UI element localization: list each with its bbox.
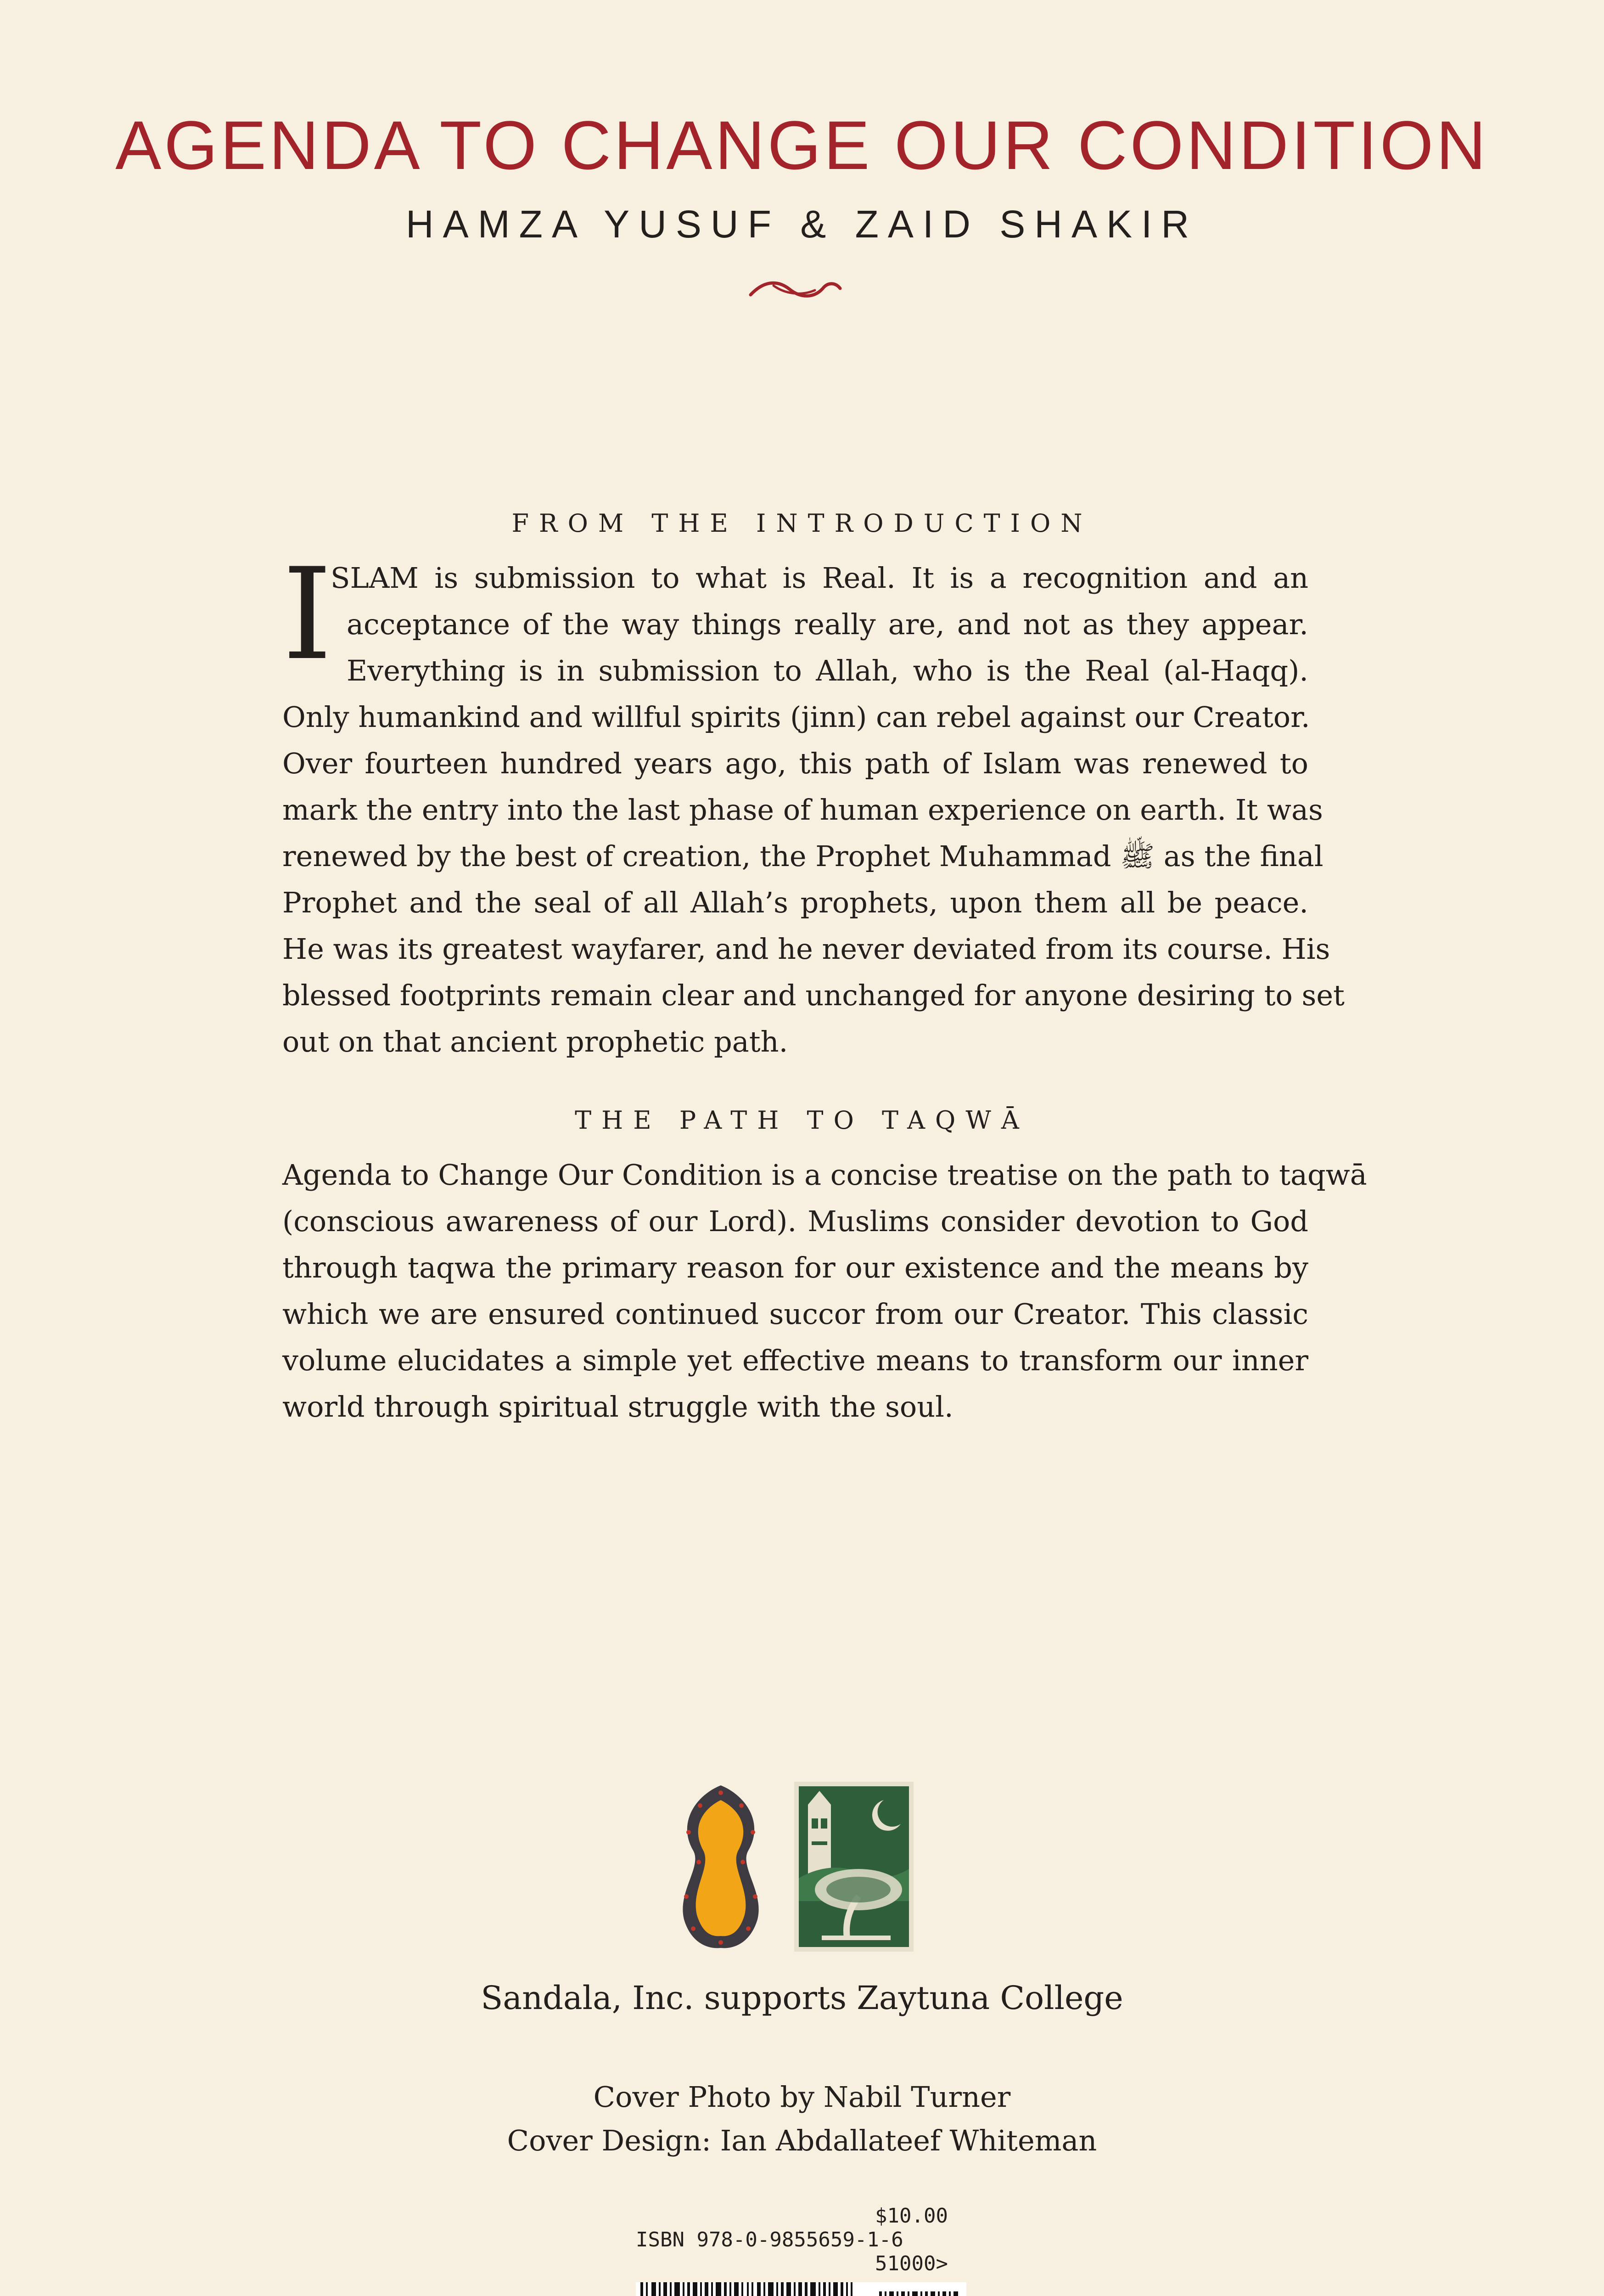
- taqwa-line: Agenda to Change Our Condition is a concise treatise on the path to taqwā: [282, 1158, 1367, 1192]
- intro-line: renewed by the best of creation, the Prophet Muhammad ﷺ as the final: [282, 839, 1324, 873]
- book-title: AGENDA TO CHANGE OUR CONDITION: [115, 107, 1489, 184]
- intro-line: Prophet and the seal of all Allah’s prophets, upon them all be peace.: [282, 886, 1308, 919]
- isbn-block: [636, 2204, 966, 2276]
- design-credit: Cover Design: Ian Abdallateef Whiteman: [507, 2124, 1097, 2157]
- book-authors: HAMZA YUSUF & ZAID SHAKIR: [406, 203, 1198, 246]
- sandal-logo-icon: [666, 1782, 776, 1952]
- intro-line: Everything is in submission to Allah, who is the Real (al-Haqq).: [347, 654, 1308, 687]
- price: $10.00: [875, 2204, 948, 2228]
- taqwa-line: through taqwa the primary reason for our existence and the means by: [282, 1251, 1308, 1284]
- photo-credit: Cover Photo by Nabil Turner: [593, 2080, 1011, 2114]
- intro-line: out on that ancient prophetic path.: [282, 1025, 788, 1058]
- drop-cap: I: [282, 541, 332, 688]
- barcode-icon: [636, 2282, 966, 2296]
- intro-line: mark the entry into the last phase of human experience on earth. It was: [282, 793, 1323, 827]
- support-line: Sandala, Inc. supports Zaytuna College: [481, 1979, 1123, 2017]
- taqwa-line: world through spiritual struggle with the soul.: [282, 1390, 953, 1424]
- swash-ornament-icon: [746, 276, 847, 303]
- taqwa-line: which we are ensured continued succor from our Creator. This classic: [282, 1297, 1308, 1331]
- intro-line: Only humankind and willful spirits (jinn) can rebel against our Creator.: [282, 700, 1310, 734]
- intro-heading: FROM THE INTRODUCTION: [511, 509, 1093, 538]
- isbn-number: ISBN 978-0-9855659-1-6: [636, 2228, 903, 2251]
- taqwa-line: (conscious awareness of our Lord). Muslims consider devotion to God: [282, 1204, 1308, 1238]
- intro-line: He was its greatest wayfarer, and he never deviated from its course. His: [282, 932, 1330, 966]
- taqwa-line: volume elucidates a simple yet effective means to transform our inner: [282, 1344, 1308, 1377]
- intro-line: acceptance of the way things really are, and not as they appear.: [347, 608, 1308, 641]
- price-addon-code: 51000>: [875, 2252, 948, 2275]
- intro-line: blessed footprints remain clear and unchanged for anyone desiring to set: [282, 979, 1345, 1012]
- intro-line: Over fourteen hundred years ago, this path of Islam was renewed to: [282, 747, 1308, 780]
- taqwa-heading: THE PATH TO TAQWĀ: [575, 1106, 1029, 1135]
- zaytuna-logo-icon: [794, 1782, 914, 1952]
- intro-line: SLAM is submission to what is Real. It is a recognition and an: [331, 561, 1308, 595]
